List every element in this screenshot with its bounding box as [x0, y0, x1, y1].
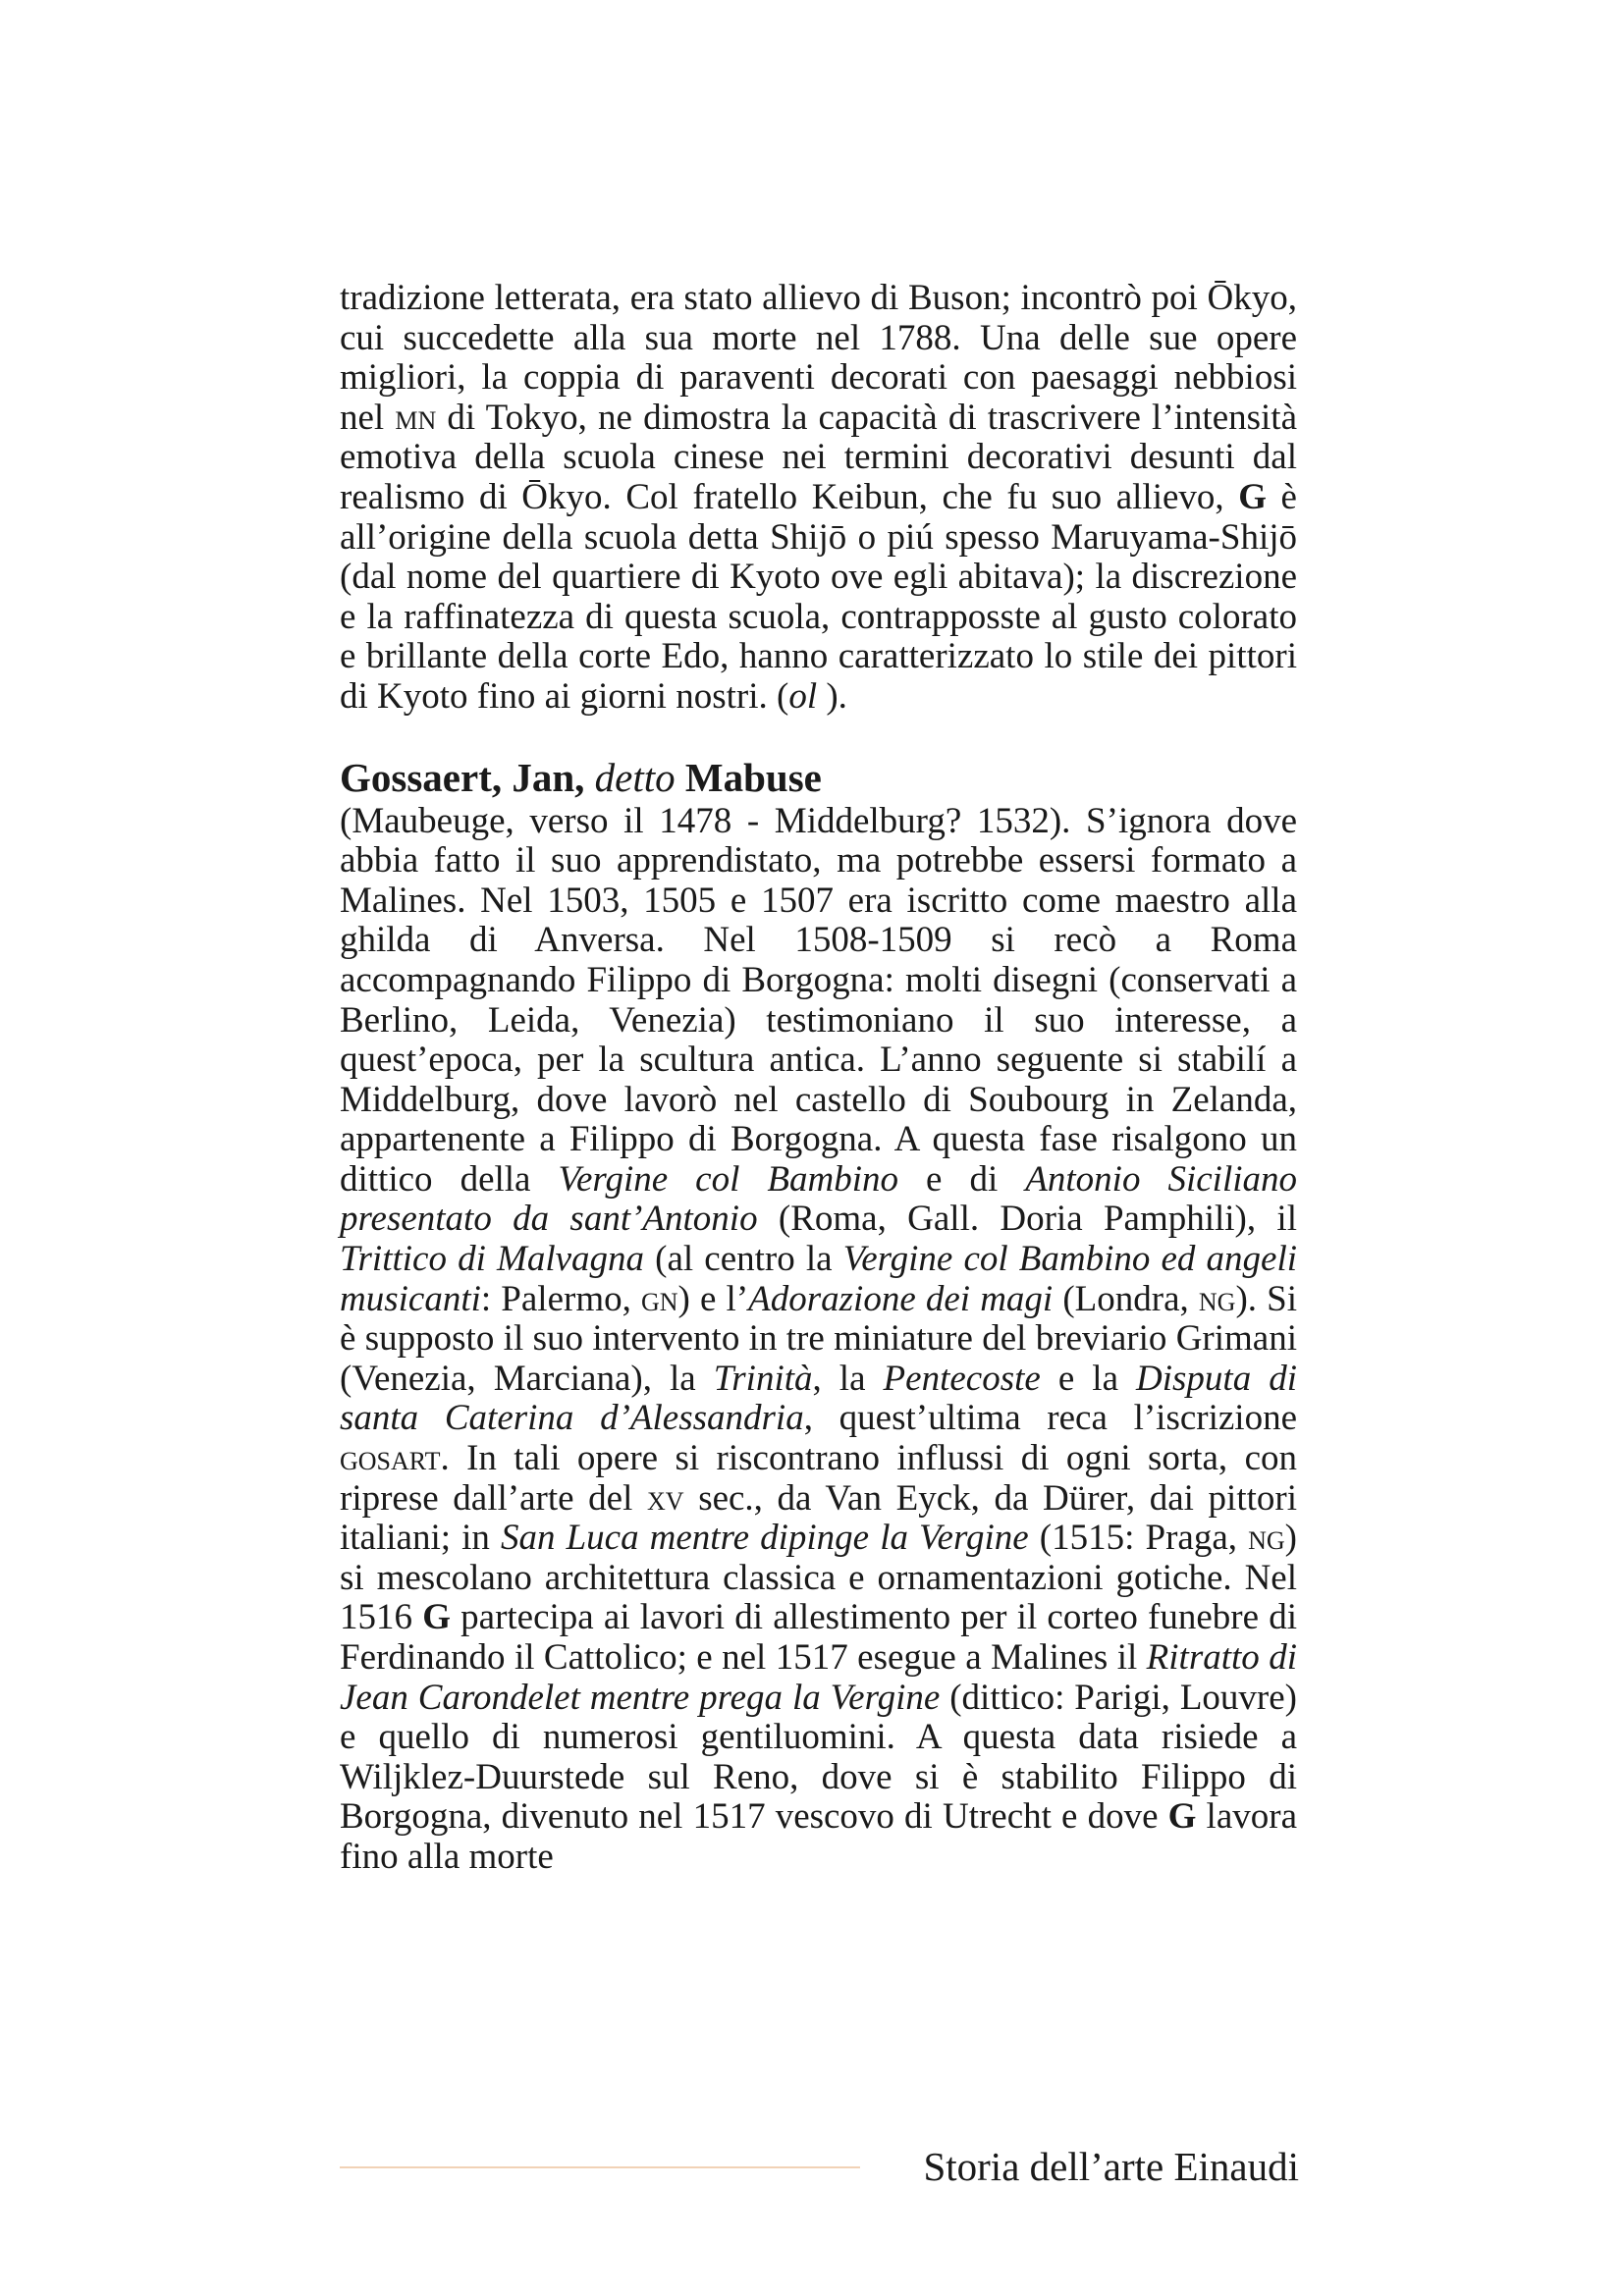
italic-run: Vergine col Bambino	[558, 1158, 898, 1200]
text-run: tradizione letterata, era stato allievo di Buson; incontrò poi Ōkyo, cui succedette alla sua morte nel 1788. Una delle sue opere migliori, la coppia di paraventi decorati con paesaggi nebbiosi nel	[340, 278, 1297, 438]
text-run: ). Si è supposto il suo intervento in tre miniature del breviario Grimani (Venezia, Marciana), la	[340, 1278, 1297, 1399]
italic-run: Trittico di Malvagna	[340, 1239, 645, 1280]
italic-run: Ritratto di Jean Carondelet mentre prega la Vergine	[340, 1637, 1297, 1718]
text-run: è all’origine della scuola detta Shijō o piú spesso Maruyama-Shijō (dal nome del quartiere di Kyoto ove egli abitava); la discrezione e la raffinatezza di questa scuola, contrapposste al gusto colorato e brillante della corte Edo, hanno caratterizzato lo stile dei pittori di Kyoto fino ai giorni nostri. (	[340, 476, 1297, 717]
small-caps-run: xv	[647, 1477, 684, 1519]
small-caps-run: gosart	[340, 1438, 441, 1479]
small-caps-run: ng	[1198, 1278, 1236, 1319]
italic-run: Antonio Siciliano presentato da sant’Antonio	[340, 1158, 1298, 1240]
text-run: (al centro la	[644, 1239, 843, 1280]
text-run: ) si mescolano architettura classica e ornamentazioni gotiche. Nel 1516	[340, 1518, 1297, 1638]
text-run: ).	[817, 675, 847, 717]
text-run: partecipa ai lavori di allestimento per il corteo funebre di Ferdinando il Cattolico; e nel 1517 esegue a Malines il	[340, 1597, 1298, 1678]
text-run: lavora fino alla morte	[340, 1796, 1297, 1877]
text-run: , quest’ultima reca l’iscrizione	[803, 1398, 1298, 1439]
small-caps-run: mn	[395, 397, 437, 438]
bold-run: G	[422, 1597, 451, 1638]
bold-run: G	[1167, 1796, 1197, 1838]
text-run: : Palermo,	[480, 1278, 641, 1319]
entry-alias-prefix: detto	[594, 754, 676, 800]
text-run: ) e l’	[677, 1278, 749, 1319]
entry-paragraph	[340, 802, 1297, 1878]
footer-rule	[340, 2166, 860, 2168]
italic-run: Adorazione dei magi	[748, 1278, 1054, 1319]
entry-name: Gossaert, Jan,	[340, 754, 585, 800]
entry-heading	[340, 753, 1297, 802]
italic-run: Disputa di santa Caterina d’Alessandria	[340, 1358, 1298, 1439]
small-caps-run: gn	[640, 1278, 678, 1319]
italic-run: ol	[788, 675, 818, 717]
text-run: . In tali opere si riscontrano influssi di ogni sorta, con riprese dall’arte del	[340, 1438, 1297, 1519]
footer-label: Storia dell’arte Einaudi	[923, 2144, 1299, 2189]
text-run: e la	[1040, 1358, 1137, 1399]
text-run: (Maubeuge, verso il 1478 - Middelburg? 1532). S’ignora dove abbia fatto il suo apprendistato, ma potrebbe essersi formato a Malines. Nel 1503, 1505 e 1507 era iscritto come maestro alla ghilda di Anversa. Nel 1508-1509 si recò a Roma accompagnando Filippo di Borgogna: molti disegni (conservati a Berlino, Leida, Venezia) testimoniano il suo interesse, a quest’epoca, per la scultura antica. L’anno seguente si stabilí a Middelburg, dove lavorò nel castello di Soubourg in Zelanda, appartenente a Filippo di Borgogna. A questa fase risalgono un dittico della	[340, 800, 1297, 1200]
italic-run: Vergine col Bambino ed angeli musicanti	[340, 1239, 1298, 1319]
continued-paragraph	[340, 279, 1297, 718]
text-column	[340, 279, 1297, 1878]
italic-run: Pentecoste	[883, 1358, 1041, 1399]
small-caps-run: ng	[1248, 1518, 1285, 1559]
text-run: (Roma, Gall. Doria Pamphili), il	[757, 1199, 1297, 1240]
text-run: (1515: Praga,	[1028, 1518, 1249, 1559]
text-run: di Tokyo, ne dimostra la capacità di trascrivere l’intensità emotiva della scuola cinese nei termini decorativi desunti dal realismo di Ōkyo. Col fratello Keibun, che fu suo allievo,	[340, 397, 1297, 517]
italic-run: Trinità	[713, 1358, 813, 1399]
entry-alias: Mabuse	[684, 754, 822, 800]
italic-run: San Luca mentre dipinge la Vergine	[500, 1518, 1029, 1559]
text-run: e di	[898, 1158, 1026, 1200]
bold-run: G	[1238, 476, 1267, 517]
text-run: sec., da Van Eyck, da Dürer, dai pittori italiani; in	[340, 1477, 1297, 1559]
text-run: (dittico: Parigi, Louvre) e quello di numerosi gentiluomini. A questa data risiede a Wiljklez-Duurstede sul Reno, dove si è stabilito Filippo di Borgogna, divenuto nel 1517 vescovo di Utrecht e dove	[340, 1677, 1297, 1838]
text-run: , la	[812, 1358, 884, 1399]
text-run: (Londra,	[1053, 1278, 1199, 1319]
